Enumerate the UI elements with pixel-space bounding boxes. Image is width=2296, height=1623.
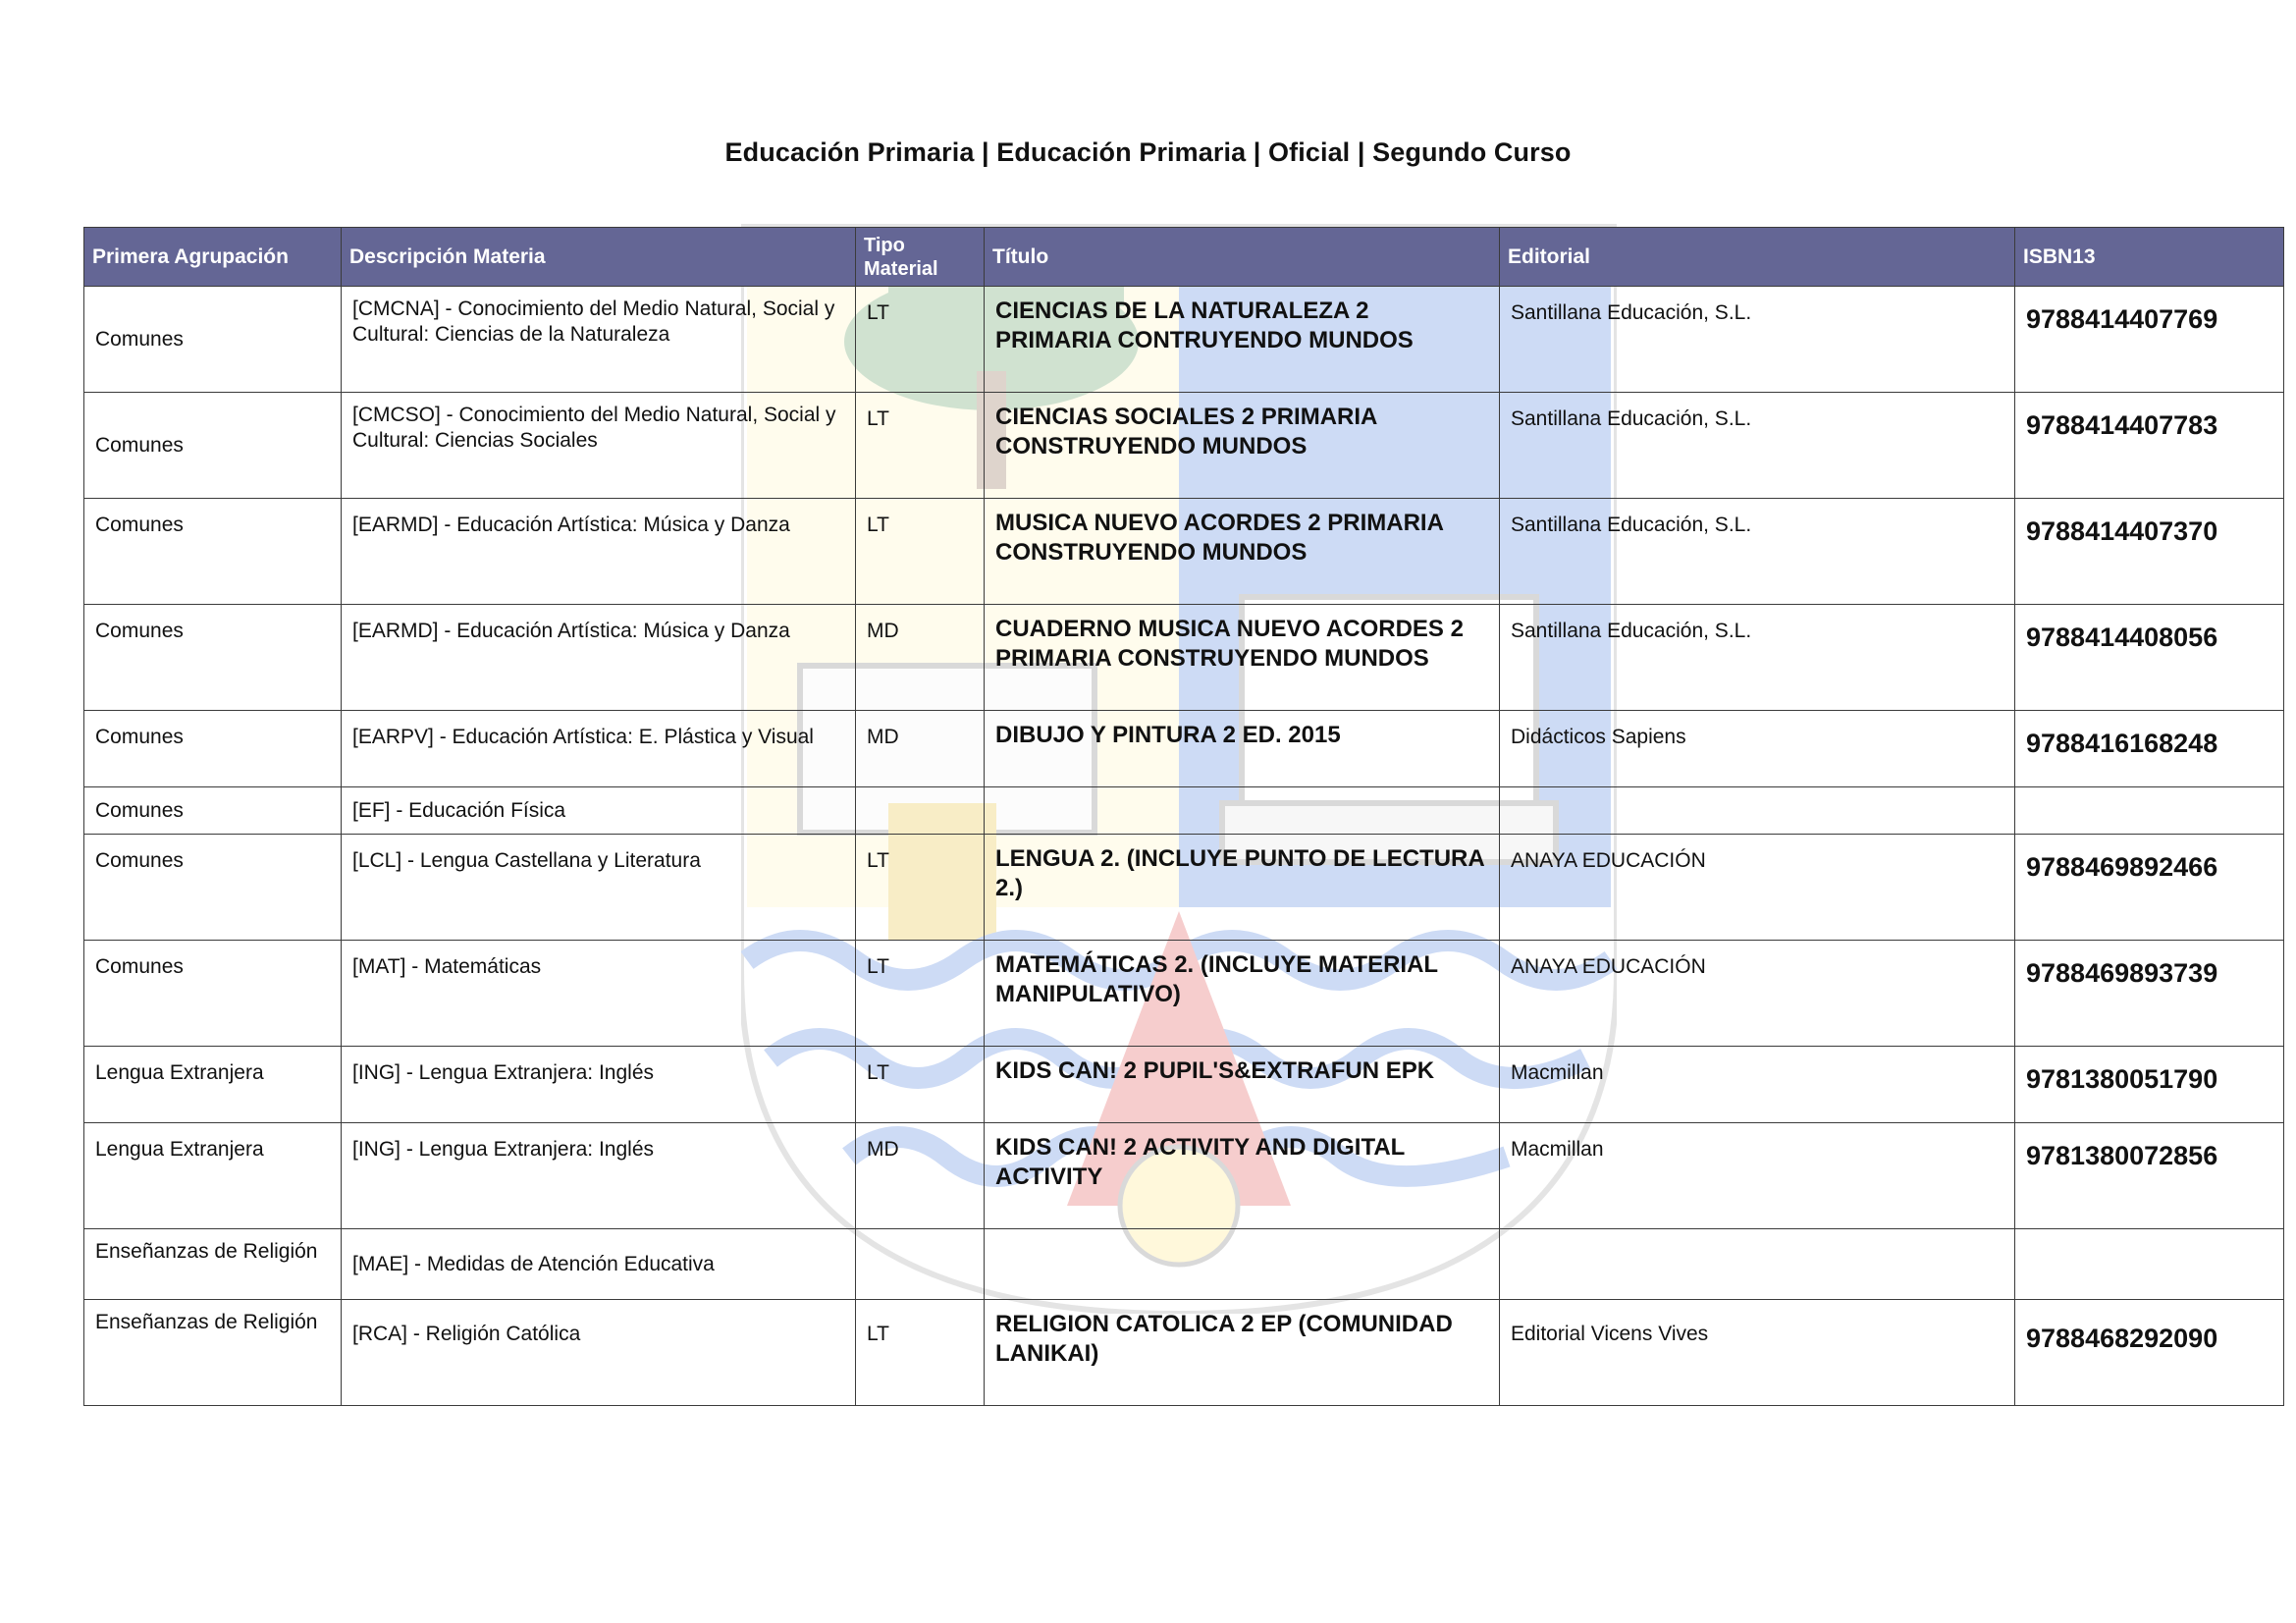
header-type-line1: Tipo — [864, 234, 905, 256]
cell-isbn: 9788414407769 — [2015, 287, 2284, 393]
cell-publisher: Santillana Educación, S.L. — [1500, 287, 2015, 393]
table-row — [84, 835, 2284, 941]
table-row — [84, 605, 2284, 711]
cell-subject: [ING] - Lengua Extranjera: Inglés — [342, 1123, 856, 1229]
header-title: Título — [985, 228, 1500, 287]
cell-type — [856, 1229, 985, 1300]
cell-type: MD — [856, 605, 985, 711]
cell-publisher: Macmillan — [1500, 1047, 2015, 1123]
textbook-table — [83, 227, 2284, 1406]
cell-subject: [EF] - Educación Física — [342, 787, 856, 835]
cell-publisher: Macmillan — [1500, 1123, 2015, 1229]
cell-title: MUSICA NUEVO ACORDES 2 PRIMARIA CONSTRUYENDO MUNDOS — [985, 499, 1500, 605]
cell-title — [985, 1229, 1500, 1300]
header-publisher: Editorial — [1500, 228, 2015, 287]
cell-type: MD — [856, 1123, 985, 1229]
cell-publisher: Santillana Educación, S.L. — [1500, 499, 2015, 605]
cell-subject: [ING] - Lengua Extranjera: Inglés — [342, 1047, 856, 1123]
cell-group: Comunes — [84, 287, 342, 393]
cell-publisher: ANAYA EDUCACIÓN — [1500, 835, 2015, 941]
table-row — [84, 941, 2284, 1047]
table-header-row — [84, 228, 2284, 287]
table-row — [84, 787, 2284, 835]
cell-title: CIENCIAS DE LA NATURALEZA 2 PRIMARIA CONTRUYENDO MUNDOS — [985, 287, 1500, 393]
cell-isbn: 9788469892466 — [2015, 835, 2284, 941]
cell-publisher: Didácticos Sapiens — [1500, 711, 2015, 787]
cell-title: KIDS CAN! 2 ACTIVITY AND DIGITAL ACTIVITY — [985, 1123, 1500, 1229]
cell-isbn: 9788414407370 — [2015, 499, 2284, 605]
table-row — [84, 393, 2284, 499]
cell-type: LT — [856, 499, 985, 605]
cell-type: LT — [856, 835, 985, 941]
cell-publisher: Santillana Educación, S.L. — [1500, 605, 2015, 711]
cell-isbn — [2015, 1229, 2284, 1300]
cell-title — [985, 787, 1500, 835]
cell-group: Comunes — [84, 941, 342, 1047]
cell-group: Comunes — [84, 711, 342, 787]
cell-subject: [CMCNA] - Conocimiento del Medio Natural, Social y Cultural: Ciencias de la Naturaleza — [342, 287, 856, 393]
cell-isbn: 9788469893739 — [2015, 941, 2284, 1047]
header-type-line2: Material — [864, 257, 938, 280]
cell-group: Comunes — [84, 499, 342, 605]
table-row — [84, 287, 2284, 393]
cell-isbn — [2015, 787, 2284, 835]
cell-type: LT — [856, 1047, 985, 1123]
cell-type: LT — [856, 393, 985, 499]
cell-subject: [MAT] - Matemáticas — [342, 941, 856, 1047]
cell-group: Enseñanzas de Religión — [84, 1300, 342, 1406]
cell-group: Comunes — [84, 787, 342, 835]
cell-publisher: Santillana Educación, S.L. — [1500, 393, 2015, 499]
cell-title: DIBUJO Y PINTURA 2 ED. 2015 — [985, 711, 1500, 787]
table-row — [84, 1300, 2284, 1406]
cell-group: Comunes — [84, 835, 342, 941]
cell-publisher: ANAYA EDUCACIÓN — [1500, 941, 2015, 1047]
cell-group: Enseñanzas de Religión — [84, 1229, 342, 1300]
cell-subject: [EARPV] - Educación Artística: E. Plástica y Visual — [342, 711, 856, 787]
cell-title: CIENCIAS SOCIALES 2 PRIMARIA CONSTRUYENDO MUNDOS — [985, 393, 1500, 499]
cell-subject: [CMCSO] - Conocimiento del Medio Natural, Social y Cultural: Ciencias Sociales — [342, 393, 856, 499]
table-row — [84, 711, 2284, 787]
cell-publisher: Editorial Vicens Vives — [1500, 1300, 2015, 1406]
cell-subject: [MAE] - Medidas de Atención Educativa — [342, 1229, 856, 1300]
cell-isbn: 9788416168248 — [2015, 711, 2284, 787]
cell-publisher — [1500, 787, 2015, 835]
cell-isbn: 9781380072856 — [2015, 1123, 2284, 1229]
cell-group: Lengua Extranjera — [84, 1047, 342, 1123]
cell-subject: [LCL] - Lengua Castellana y Literatura — [342, 835, 856, 941]
cell-isbn: 9788414408056 — [2015, 605, 2284, 711]
document-title: Educación Primaria | Educación Primaria | Oficial | Segundo Curso — [724, 137, 1572, 167]
table-row — [84, 1123, 2284, 1229]
cell-group: Comunes — [84, 393, 342, 499]
cell-title: LENGUA 2. (INCLUYE PUNTO DE LECTURA 2.) — [985, 835, 1500, 941]
header-type — [856, 228, 985, 287]
cell-type: MD — [856, 711, 985, 787]
cell-type — [856, 787, 985, 835]
cell-subject: [EARMD] - Educación Artística: Música y Danza — [342, 605, 856, 711]
cell-title: KIDS CAN! 2 PUPIL'S&EXTRAFUN EPK — [985, 1047, 1500, 1123]
table-row — [84, 1229, 2284, 1300]
header-group: Primera Agrupación — [84, 228, 342, 287]
cell-isbn: 9788468292090 — [2015, 1300, 2284, 1406]
cell-type: LT — [856, 941, 985, 1047]
cell-group: Lengua Extranjera — [84, 1123, 342, 1229]
table-row — [84, 1047, 2284, 1123]
cell-isbn: 9781380051790 — [2015, 1047, 2284, 1123]
cell-subject: [RCA] - Religión Católica — [342, 1300, 856, 1406]
cell-title: MATEMÁTICAS 2. (INCLUYE MATERIAL MANIPULATIVO) — [985, 941, 1500, 1047]
cell-isbn: 9788414407783 — [2015, 393, 2284, 499]
header-subject: Descripción Materia — [342, 228, 856, 287]
cell-title: CUADERNO MUSICA NUEVO ACORDES 2 PRIMARIA CONSTRUYENDO MUNDOS — [985, 605, 1500, 711]
cell-type: LT — [856, 287, 985, 393]
cell-type: LT — [856, 1300, 985, 1406]
table-row — [84, 499, 2284, 605]
cell-subject: [EARMD] - Educación Artística: Música y Danza — [342, 499, 856, 605]
cell-publisher — [1500, 1229, 2015, 1300]
header-isbn: ISBN13 — [2015, 228, 2284, 287]
cell-group: Comunes — [84, 605, 342, 711]
cell-title: RELIGION CATOLICA 2 EP (COMUNIDAD LANIKAI) — [985, 1300, 1500, 1406]
